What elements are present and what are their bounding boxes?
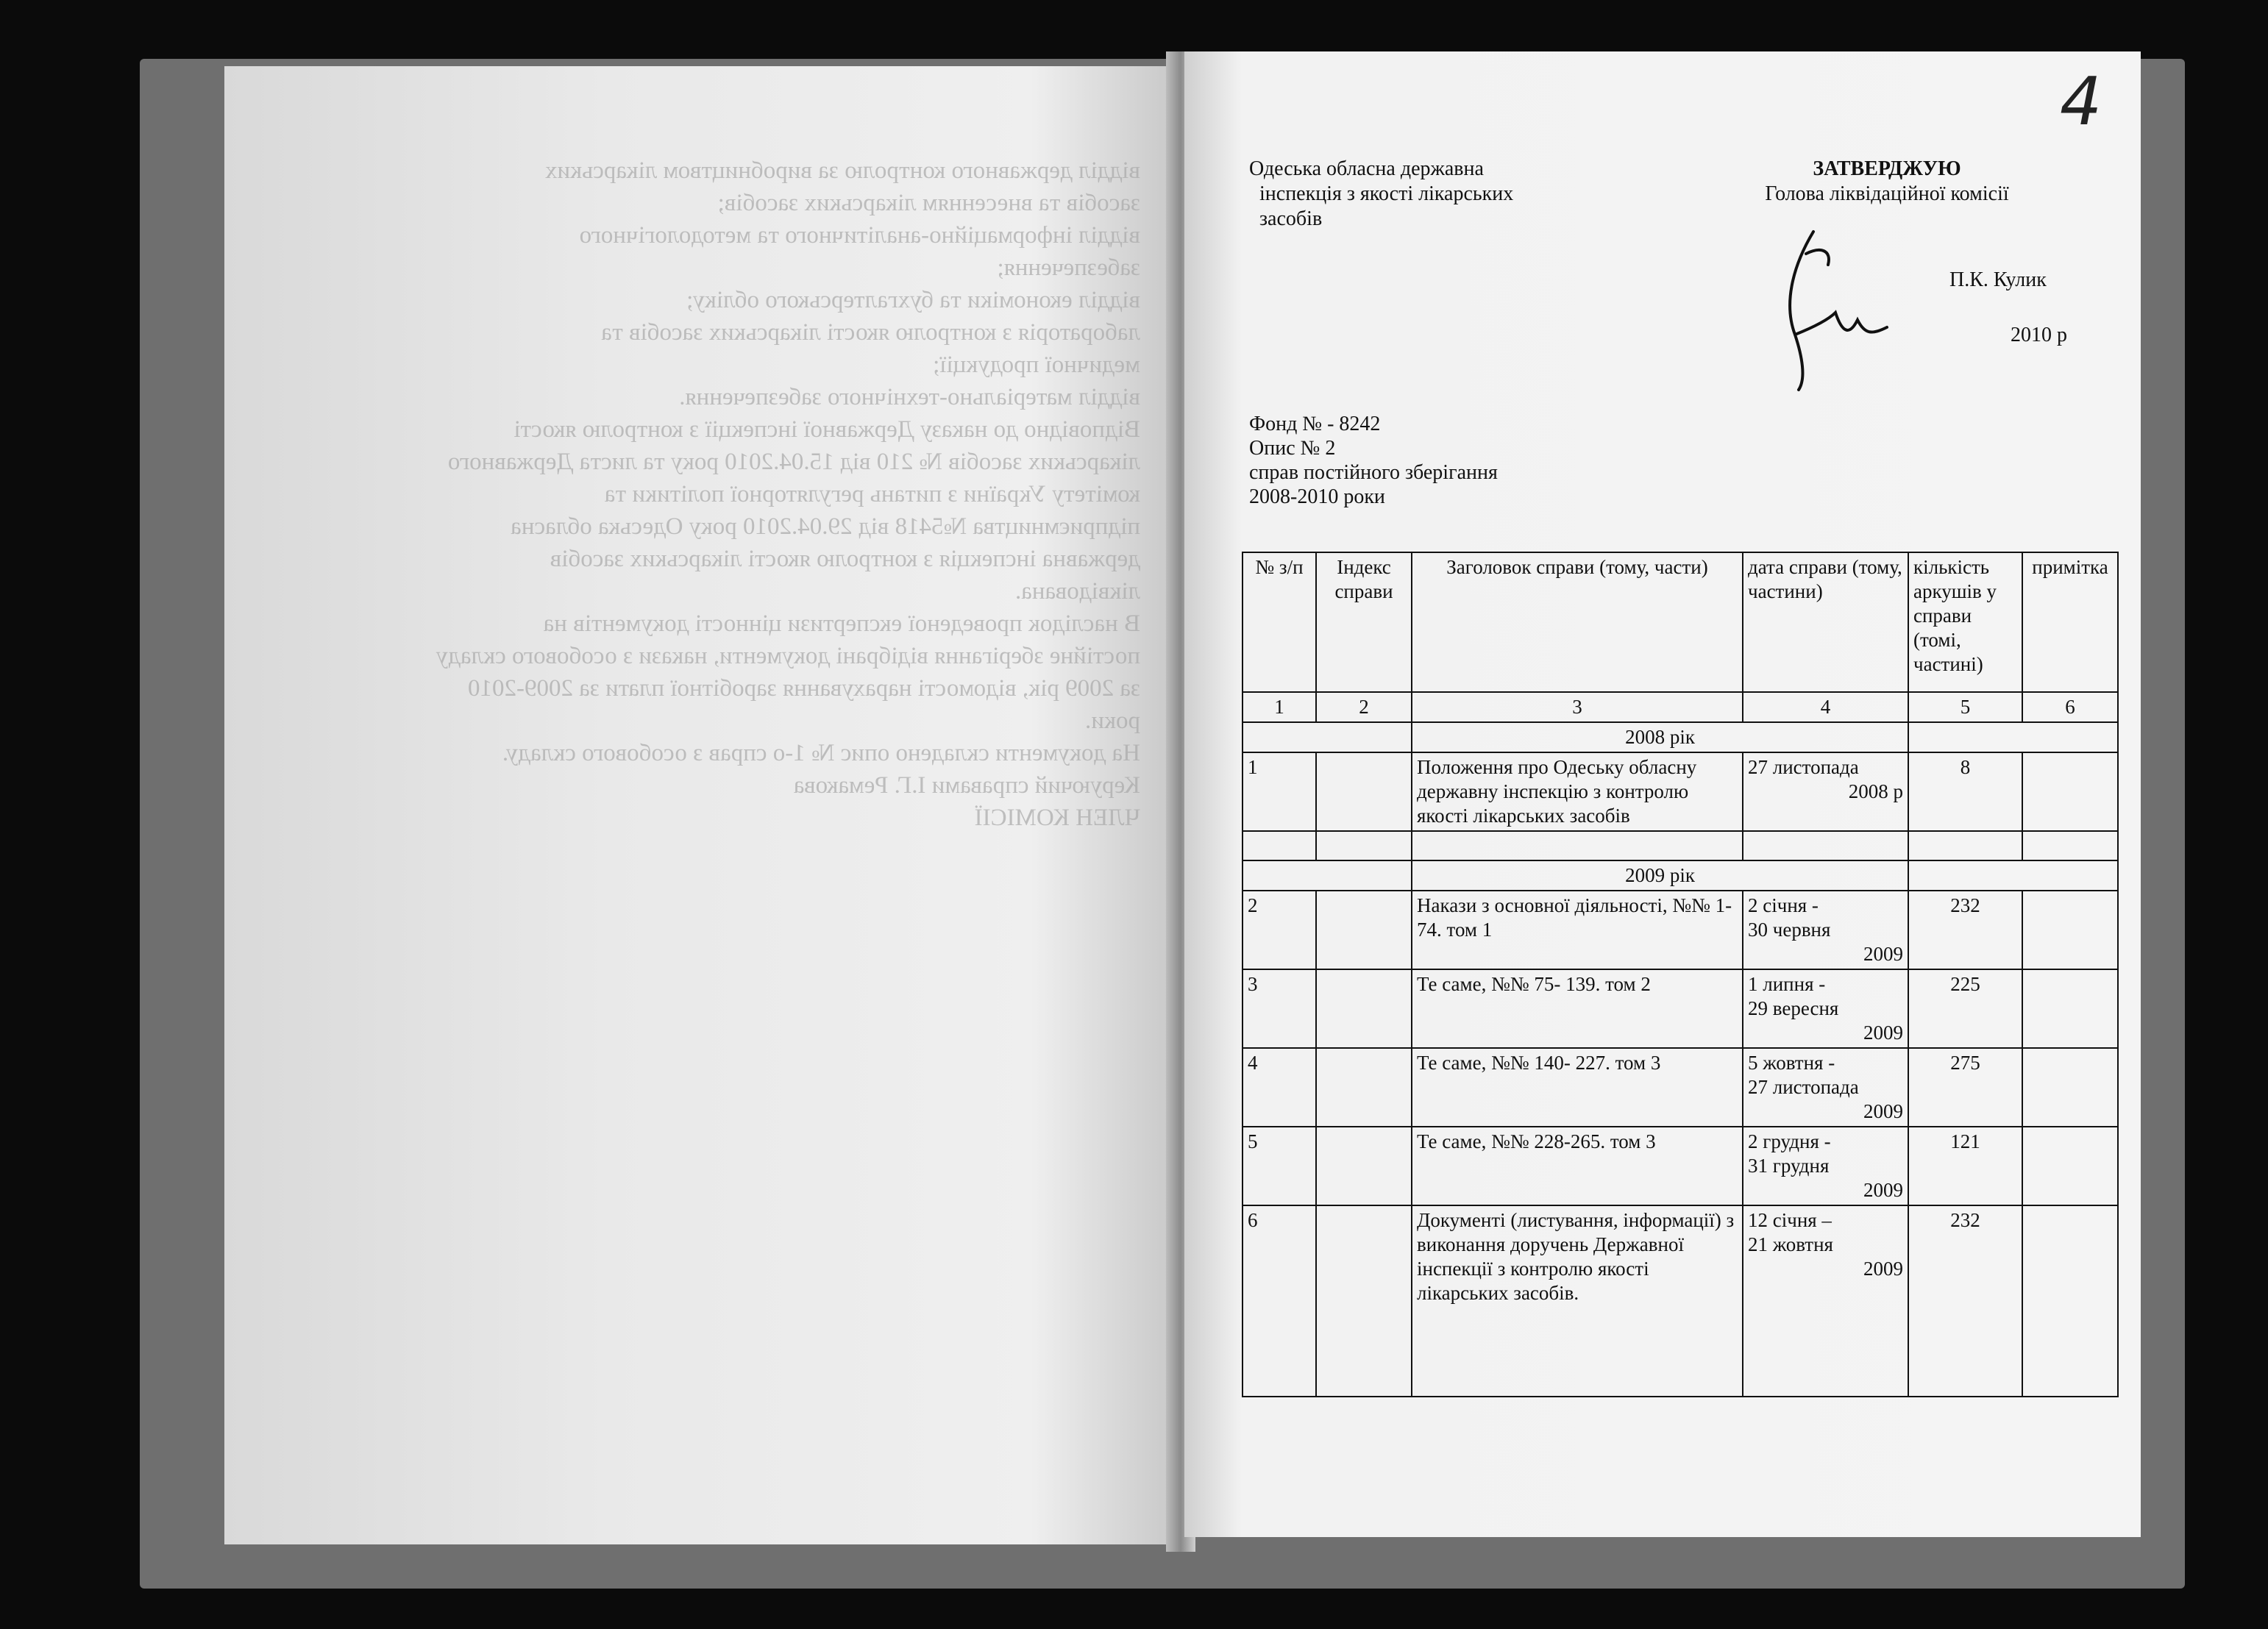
- bleed-line: відділ економіки та бухгалтерського обліку;: [686, 287, 1140, 313]
- row-date: [1743, 1048, 1908, 1127]
- row-number: 4: [1243, 1048, 1316, 1127]
- row-note: [2022, 752, 2118, 831]
- year-heading: 2009 рік: [1412, 860, 1908, 891]
- row-date-part: 2009: [1863, 1100, 1903, 1122]
- bleed-line: медичної продукції;: [933, 352, 1140, 378]
- opys-number: Опис № 2: [1249, 437, 1336, 460]
- row-sheets: 232: [1908, 1205, 2022, 1397]
- row-note: [2022, 969, 2118, 1048]
- col-number: 3: [1412, 692, 1743, 722]
- row-date-part: 27 листопада: [1748, 1076, 1859, 1098]
- empty-cell: [1316, 831, 1412, 860]
- row-index: [1316, 1048, 1412, 1127]
- col-header-date: дата справи (тому, частини): [1743, 552, 1908, 692]
- bleed-line: забезпечення;: [997, 254, 1140, 281]
- row-title: Те саме, №№ 140- 227. том 3: [1412, 1048, 1743, 1127]
- row-date-part: 2009: [1863, 1022, 1903, 1044]
- row-sheets: 275: [1908, 1048, 2022, 1127]
- row-note: [2022, 1127, 2118, 1205]
- empty-cell: [1243, 831, 1316, 860]
- fond-years: 2008-2010 роки: [1249, 485, 1385, 508]
- bleed-line: відділ державного контролю за виробництвом лікарських: [544, 157, 1140, 184]
- bleed-line: Відповідно до наказу Державної інспекції з контролю якості: [513, 416, 1140, 443]
- empty-cell: [2022, 831, 2118, 860]
- row-date-part: 27 листопада: [1748, 756, 1859, 778]
- left-page-bleed-text: [309, 154, 1140, 834]
- row-date-part: 2009: [1863, 1258, 1903, 1280]
- organization-header: [1249, 157, 1632, 232]
- org-line-2: інспекція з якості лікарських: [1259, 182, 1514, 205]
- row-date-part: 29 вересня: [1748, 997, 1839, 1019]
- row-note: [2022, 891, 2118, 969]
- row-date: [1743, 1127, 1908, 1205]
- row-date-part: 5 жовтня -: [1748, 1052, 1835, 1074]
- approval-year: 2010 р: [2011, 324, 2067, 346]
- page-number: 4: [2060, 63, 2102, 140]
- year-section-row: [1243, 860, 2118, 891]
- signature-icon: [1762, 224, 1894, 393]
- column-numbers-row: [1243, 692, 2118, 722]
- approval-block: [1703, 157, 2071, 207]
- empty-cell: [1908, 860, 2118, 891]
- row-number: 1: [1243, 752, 1316, 831]
- empty-cell: [1743, 831, 1908, 860]
- bleed-line: лікарських засобів № 210 від 15.04.2010 року та листа Державного: [447, 449, 1140, 475]
- empty-cell: [1243, 860, 1412, 891]
- row-number: 6: [1243, 1205, 1316, 1397]
- bleed-line: лабораторія з контролю якості лікарських засобів та: [601, 319, 1140, 346]
- bleed-line: На документи складено опис № 1-о справ з особового складу.: [502, 740, 1140, 766]
- col-header-note: примітка: [2022, 552, 2118, 692]
- fond-info: [1249, 412, 1498, 509]
- row-index: [1316, 1127, 1412, 1205]
- row-title: Те саме, №№ 75- 139. том 2: [1412, 969, 1743, 1048]
- row-date: [1743, 752, 1908, 831]
- row-number: 2: [1243, 891, 1316, 969]
- year-section-row: [1243, 722, 2118, 752]
- row-index: [1316, 891, 1412, 969]
- bleed-line: підприємництва №5418 від 29.04.2010 року Одеська обласна: [511, 513, 1140, 540]
- row-date: [1743, 969, 1908, 1048]
- col-header-number: № з/п: [1243, 552, 1316, 692]
- row-date-part: 2 грудня -: [1748, 1130, 1831, 1152]
- row-title: Положення про Одеську обласну державну інспекцію з контролю якості лікарських засобів: [1412, 752, 1743, 831]
- bleed-line: Керуючий справами І.Г. Ремакова: [793, 772, 1140, 799]
- col-number: 1: [1243, 692, 1316, 722]
- row-sheets: 232: [1908, 891, 2022, 969]
- col-number: 4: [1743, 692, 1908, 722]
- records-table: [1242, 552, 2119, 1397]
- col-header-title: Заголовок справи (тому, части): [1412, 552, 1743, 692]
- row-index: [1316, 969, 1412, 1048]
- row-sheets: 225: [1908, 969, 2022, 1048]
- bleed-line: В наслідок проведеної експертизи цінності документів на: [543, 610, 1140, 637]
- col-header-sheets: кількість аркушів у справи (томі, частині): [1908, 552, 2022, 692]
- row-index: [1316, 752, 1412, 831]
- approver-name: П.К. Кулик: [1949, 268, 2047, 291]
- col-number: 2: [1316, 692, 1412, 722]
- org-line-3: засобів: [1259, 207, 1323, 230]
- row-date-part: 30 червня: [1748, 919, 1831, 941]
- approval-title: ЗАТВЕРДЖУЮ: [1813, 157, 1961, 180]
- table-row: [1243, 969, 2118, 1048]
- row-title: Документі (листування, інформації) з виконання доручень Державної інспекції з контролю якості лікарських засобів.: [1412, 1205, 1743, 1397]
- row-index: [1316, 1205, 1412, 1397]
- org-line-1: Одеська обласна державна: [1249, 157, 1484, 180]
- empty-cell: [1412, 831, 1743, 860]
- row-date-part: 12 січня –: [1748, 1209, 1832, 1231]
- empty-cell: [1908, 722, 2118, 752]
- approval-role: Голова ліквідаційної комісії: [1765, 182, 2009, 205]
- fond-description: справ постійного зберігання: [1249, 461, 1498, 484]
- table-row: [1243, 1048, 2118, 1127]
- bleed-line: відділ матеріально-технічного забезпечення.: [679, 384, 1140, 410]
- spacer-row: [1243, 831, 2118, 860]
- row-number: 3: [1243, 969, 1316, 1048]
- row-note: [2022, 1205, 2118, 1397]
- bleed-line: ЧЛЕН КОМІСІЇ: [974, 805, 1140, 831]
- row-note: [2022, 1048, 2118, 1127]
- bleed-line: роки.: [1085, 707, 1140, 734]
- bleed-line: ліквідована.: [1014, 578, 1140, 605]
- row-number: 5: [1243, 1127, 1316, 1205]
- bleed-line: засобів та внесенням лікарських засобів;: [717, 190, 1140, 216]
- table-row: [1243, 752, 2118, 831]
- table-row: [1243, 1205, 2118, 1397]
- row-sheets: 121: [1908, 1127, 2022, 1205]
- bleed-line: комітету України з питань регуляторної політики та: [604, 481, 1140, 507]
- row-title: Накази з основної діяльності, №№ 1-74. том 1: [1412, 891, 1743, 969]
- row-date-part: 2008 р: [1848, 780, 1903, 802]
- row-date-part: 21 жовтня: [1748, 1233, 1833, 1255]
- row-sheets: 8: [1908, 752, 2022, 831]
- table-row: [1243, 891, 2118, 969]
- fond-number: Фонд № - 8242: [1249, 413, 1381, 435]
- bleed-line: відділ інформаційно-аналітичного та методологічного: [579, 222, 1140, 249]
- row-date-part: 2009: [1863, 943, 1903, 965]
- row-date-part: 2009: [1863, 1179, 1903, 1201]
- col-header-index: Індекс справи: [1316, 552, 1412, 692]
- row-date: [1743, 891, 1908, 969]
- col-number: 6: [2022, 692, 2118, 722]
- row-date-part: 31 грудня: [1748, 1155, 1830, 1177]
- row-date-part: 1 липня -: [1748, 973, 1826, 995]
- row-title: Те саме, №№ 228-265. том 3: [1412, 1127, 1743, 1205]
- col-number: 5: [1908, 692, 2022, 722]
- table-row: [1243, 1127, 2118, 1205]
- table-header-row: [1243, 552, 2118, 692]
- bleed-line: за 2009 рік, відомості нарахування заробітної плати за 2009-2010: [467, 675, 1140, 702]
- bleed-line: постійне зберігання відібрані документи, накази з особового складу: [436, 643, 1140, 669]
- year-heading: 2008 рік: [1412, 722, 1908, 752]
- row-date-part: 2 січня -: [1748, 894, 1819, 916]
- empty-cell: [1243, 722, 1412, 752]
- empty-cell: [1908, 831, 2022, 860]
- row-date: [1743, 1205, 1908, 1397]
- bleed-line: державна інспекція з контролю якості лікарських засобів: [550, 546, 1140, 572]
